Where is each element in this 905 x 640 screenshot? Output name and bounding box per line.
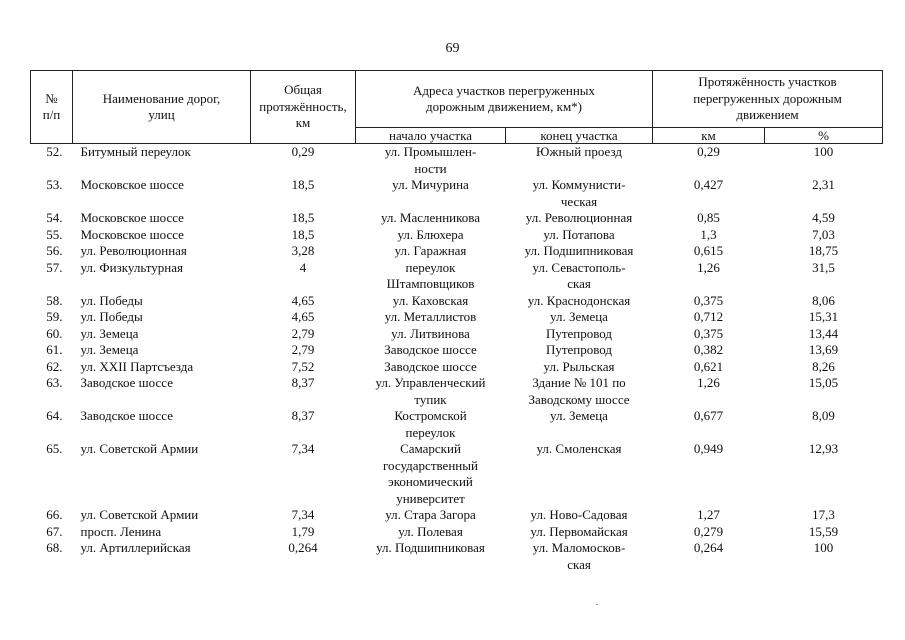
congested-km: 0,85 [697, 210, 720, 225]
road-name: ул. Победы [80, 292, 143, 308]
road-name: ул. Физкультурная [80, 259, 183, 275]
table-row [31, 326, 883, 343]
section-start: переулок Штамповщиков [386, 259, 475, 291]
table-row [31, 359, 883, 376]
road-name: Московское шоссе [80, 226, 184, 242]
section-end: Южный проезд [536, 144, 622, 159]
congested-km: 0,677 [693, 408, 724, 423]
section-start: ул. Мичурина [392, 177, 469, 192]
total-length: 7,34 [291, 507, 315, 522]
congested-km: 1,3 [700, 226, 717, 242]
congested-percent: 13,44 [808, 325, 839, 341]
row-number: 68. [46, 540, 63, 555]
congested-km: 0,279 [693, 523, 724, 539]
congested-percent: 100 [813, 540, 834, 555]
section-end: Путепровод [545, 325, 613, 341]
total-length: 4 [299, 259, 307, 275]
table-header [31, 71, 883, 144]
section-end: ул. Земеца [550, 309, 608, 324]
section-start: ул. Стара Загора [385, 507, 476, 522]
congested-km: 1,27 [697, 507, 720, 522]
road-name: ул. Советской Армии [80, 507, 199, 522]
section-end: ул. Ново-Садовая [530, 507, 628, 522]
section-start: ул. Металлистов [384, 309, 477, 324]
congested-km: 0,427 [693, 177, 724, 192]
section-end: ул. Коммунисти- ческая [532, 177, 626, 209]
table-row [31, 441, 883, 507]
row-number: 52. [46, 144, 63, 159]
row-number: 57. [46, 259, 63, 275]
header-congested: Протяжённость участков перегруженных дорожным движением [653, 71, 883, 128]
table-row [31, 227, 883, 244]
total-length: 2,79 [291, 325, 315, 341]
header-addresses: Адреса участков перегруженных дорожным движением, км*) [356, 71, 653, 128]
section-end: ул. Подшипниковая [524, 243, 634, 258]
section-start: ул. Каховская [392, 292, 469, 308]
congested-percent: 8,09 [812, 408, 835, 423]
header-address-end: конец участка [506, 128, 653, 144]
section-start: Самарский государственный экономический университет [383, 441, 478, 506]
table-row [31, 260, 883, 293]
congested-km: 0,264 [693, 540, 724, 555]
congested-km: 0,375 [693, 292, 724, 308]
section-end: ул. Маломосков- ская [532, 540, 626, 572]
section-end: Путепровод [545, 342, 613, 357]
table-row [31, 243, 883, 260]
table-row [31, 210, 883, 227]
section-end: Здание № 101 по Заводскому шоссе [528, 375, 630, 407]
section-start: ул. Блюхера [397, 226, 464, 242]
row-number: 67. [46, 523, 63, 539]
section-start: ул. Гаражная [394, 243, 467, 258]
congested-percent: 2,31 [812, 177, 835, 192]
section-end: ул. Краснодонская [527, 292, 631, 308]
row-number: 53. [46, 177, 63, 192]
table-row [31, 507, 883, 524]
total-length: 8,37 [291, 408, 315, 423]
section-start: Костромской переулок [394, 408, 467, 440]
section-start: ул. Литвинова [391, 325, 470, 341]
congested-km: 1,26 [697, 259, 720, 275]
row-number: 65. [46, 441, 63, 456]
road-name: ул. Советской Армии [80, 441, 199, 456]
total-length: 0,29 [291, 144, 315, 159]
table-row [31, 342, 883, 359]
congested-percent: 4,59 [812, 210, 835, 225]
congested-percent: 15,05 [808, 375, 839, 390]
road-name: ул. XXII Партсъезда [80, 358, 194, 374]
row-number: 63. [46, 375, 63, 390]
table-row [31, 293, 883, 310]
header-length: Общая протяжённость, км [251, 71, 356, 144]
section-end: ул. Севастополь- ская [532, 259, 626, 291]
congested-percent: 7,03 [812, 226, 835, 242]
section-end: ул. Революционная [525, 210, 633, 225]
table-row [31, 524, 883, 541]
row-number: 66. [46, 507, 63, 522]
road-name: Московское шоссе [80, 210, 184, 225]
total-length: 18,5 [291, 177, 315, 192]
section-end: ул. Земеца [550, 408, 608, 423]
section-start: ул. Подшипниковая [376, 540, 485, 555]
table-row [31, 144, 883, 178]
section-end: ул. Смоленская [536, 441, 622, 456]
road-name: ул. Земеца [80, 342, 139, 357]
total-length: 7,34 [291, 441, 315, 456]
header-address-start: начало участка [356, 128, 506, 144]
congested-percent: 13,69 [808, 342, 839, 357]
header-num: № п/п [31, 71, 73, 144]
congested-percent: 18,75 [808, 243, 839, 258]
header-percent: % [765, 128, 883, 144]
page-number: 69 [445, 41, 460, 56]
section-start: Заводское шоссе [384, 342, 477, 357]
congested-percent: 15,59 [808, 523, 839, 539]
row-number: 56. [46, 243, 63, 258]
road-name: ул. Революционная [80, 243, 187, 258]
congested-km: 0,621 [693, 358, 724, 374]
row-number: 62. [46, 358, 63, 374]
road-name: ул. Победы [80, 309, 143, 324]
table-row [31, 540, 883, 573]
total-length: 18,5 [291, 226, 315, 242]
total-length: 8,37 [291, 375, 315, 390]
congested-km: 0,949 [693, 441, 724, 456]
road-name: Битумный переулок [80, 144, 191, 159]
total-length: 18,5 [291, 210, 315, 225]
row-number: 55. [46, 226, 63, 242]
section-end: ул. Первомайская [530, 523, 628, 539]
section-start: ул. Масленникова [380, 210, 481, 225]
row-number: 58. [46, 292, 63, 308]
total-length: 3,28 [291, 243, 315, 258]
congested-km: 0,375 [693, 325, 724, 341]
roads-table [30, 70, 883, 573]
road-name: просп. Ленина [80, 523, 162, 539]
congested-percent: 31,5 [812, 259, 835, 275]
congested-km: 0,615 [693, 243, 724, 258]
section-start: Заводское шоссе [384, 358, 477, 374]
header-km: км [653, 128, 765, 144]
table-row [31, 177, 883, 210]
congested-km: 0,712 [693, 309, 724, 324]
congested-km: 0,29 [697, 144, 720, 159]
total-length: 4,65 [291, 309, 315, 324]
section-start: ул. Промышлен- ности [384, 144, 477, 176]
total-length: 0,264 [288, 540, 318, 555]
scan-dot [596, 604, 598, 605]
congested-percent: 8,06 [812, 292, 835, 308]
congested-percent: 100 [813, 144, 834, 159]
congested-km: 0,382 [693, 342, 724, 357]
table-row [31, 375, 883, 408]
congested-percent: 17,3 [812, 507, 835, 522]
total-length: 2,79 [291, 342, 315, 357]
row-number: 64. [46, 408, 63, 423]
row-number: 59. [46, 309, 63, 324]
total-length: 1,79 [291, 523, 315, 539]
section-start: ул. Полевая [398, 523, 463, 539]
section-start: ул. Управленческий тупик [375, 375, 486, 407]
road-name: Заводское шоссе [80, 375, 173, 390]
table-row [31, 408, 883, 441]
road-name: ул. Земеца [80, 325, 139, 341]
row-number: 54. [46, 210, 63, 225]
row-number: 61. [46, 342, 63, 357]
row-number: 60. [46, 325, 63, 341]
header-name: Наименование дорог, улиц [73, 71, 251, 144]
congested-percent: 8,26 [812, 358, 835, 374]
road-name: ул. Артиллерийская [80, 540, 191, 555]
total-length: 7,52 [291, 358, 315, 374]
road-name: Московское шоссе [80, 177, 184, 192]
table-row [31, 309, 883, 326]
section-end: ул. Рыльская [543, 358, 615, 374]
road-name: Заводское шоссе [80, 408, 173, 423]
total-length: 4,65 [291, 292, 315, 308]
table-body [31, 144, 883, 574]
congested-percent: 15,31 [808, 309, 839, 324]
section-end: ул. Потапова [543, 226, 615, 242]
congested-km: 1,26 [697, 375, 720, 390]
congested-percent: 12,93 [808, 441, 839, 456]
